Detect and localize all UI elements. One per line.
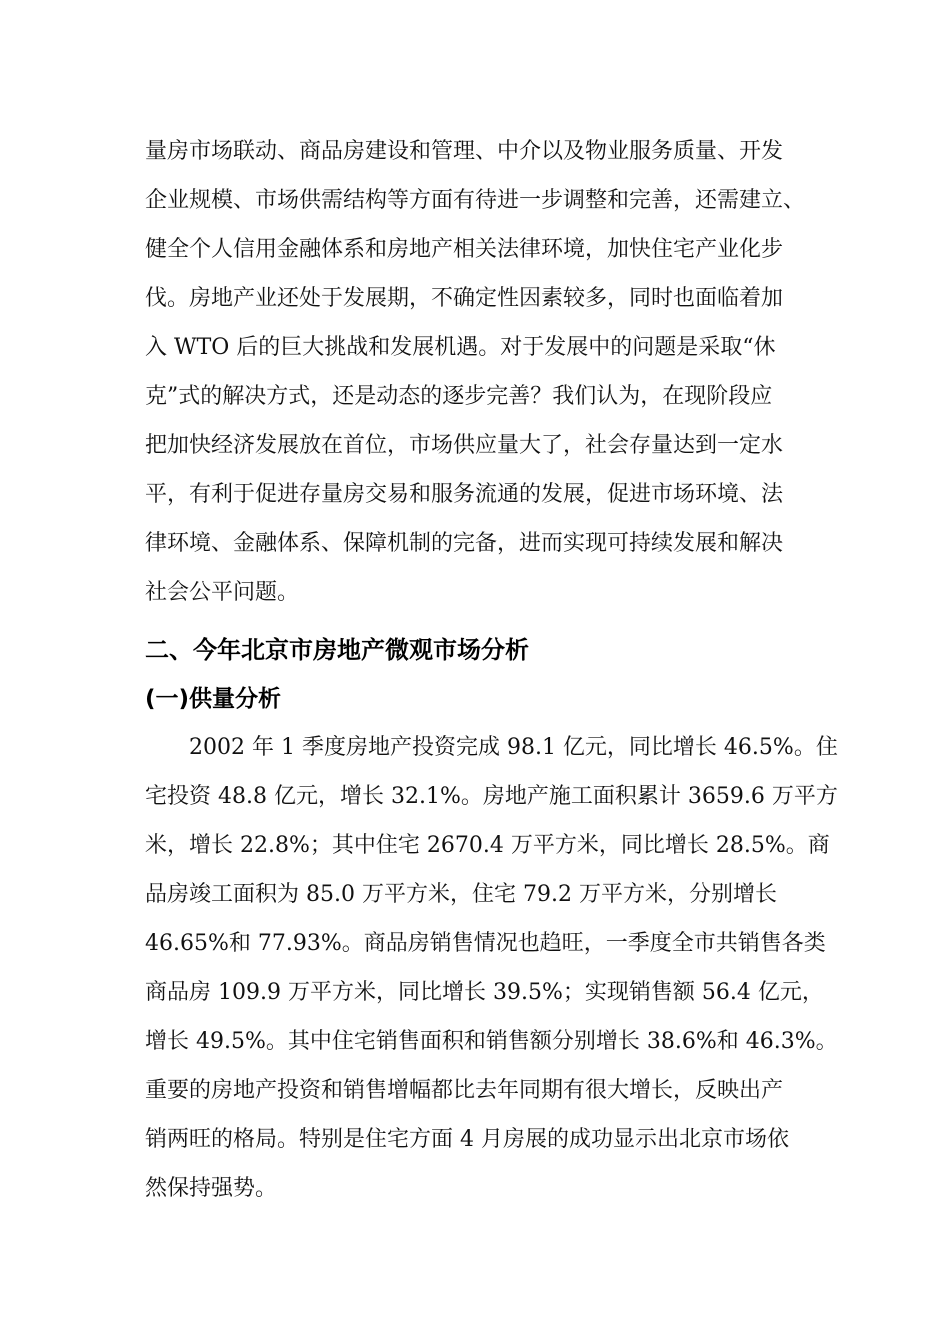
paragraph-line: 社会公平问题。 xyxy=(145,580,300,605)
paragraph-line: 宅投资 48.8 亿元，增长 32.1%。房地产施工面积累计 3659.6 万平方 xyxy=(145,784,838,809)
paragraph-line: 米，增长 22.8%；其中住宅 2670.4 万平方米，同比增长 28.5%。商 xyxy=(145,833,830,858)
section-heading: 二、今年北京市房地产微观市场分析 xyxy=(145,636,529,664)
paragraph-line: 入 WTO 后的巨大挑战和发展机遇。对于发展中的问题是采取“休 xyxy=(145,335,776,360)
paragraph-line: 把加快经济发展放在首位，市场供应量大了，社会存量达到一定水 xyxy=(145,433,784,458)
paragraph-line: 伐。房地产业还处于发展期，不确定性因素较多，同时也面临着加 xyxy=(145,286,784,311)
subsection-heading: (一)供量分析 xyxy=(145,686,282,712)
paragraph-line: 2002 年 1 季度房地产投资完成 98.1 亿元，同比增长 46.5%。住 xyxy=(145,735,838,760)
body-paragraph-supply-analysis xyxy=(145,723,838,1213)
body-paragraph-market-issues xyxy=(145,127,825,617)
paragraph-line: 然保持强势。 xyxy=(145,1176,278,1201)
paragraph-line: 健全个人信用金融体系和房地产相关法律环境，加快住宅产业化步 xyxy=(145,237,784,262)
paragraph-line: 平，有利于促进存量房交易和服务流通的发展，促进市场环境、法 xyxy=(145,482,784,507)
paragraph-line: 46.65%和 77.93%。商品房销售情况也趋旺，一季度全市共销售各类 xyxy=(145,931,826,956)
paragraph-line: 重要的房地产投资和销售增幅都比去年同期有很大增长，反映出产 xyxy=(145,1078,784,1103)
paragraph-line: 克”式的解决方式，还是动态的逐步完善？我们认为，在现阶段应 xyxy=(145,384,773,409)
paragraph-line: 企业规模、市场供需结构等方面有待进一步调整和完善，还需建立、 xyxy=(145,188,806,213)
paragraph-line: 品房竣工面积为 85.0 万平方米，住宅 79.2 万平方米，分别增长 xyxy=(145,882,777,907)
paragraph-line: 销两旺的格局。特别是住宅方面 4 月房展的成功显示出北京市场依 xyxy=(145,1127,789,1152)
paragraph-line: 增长 49.5%。其中住宅销售面积和销售额分别增长 38.6%和 46.3%。 xyxy=(145,1029,838,1054)
paragraph-line: 律环境、金融体系、保障机制的完备，进而实现可持续发展和解决 xyxy=(145,531,784,556)
paragraph-line: 量房市场联动、商品房建设和管理、中介以及物业服务质量、开发 xyxy=(145,139,784,164)
paragraph-line: 商品房 109.9 万平方米，同比增长 39.5%；实现销售额 56.4 亿元， xyxy=(145,980,824,1005)
